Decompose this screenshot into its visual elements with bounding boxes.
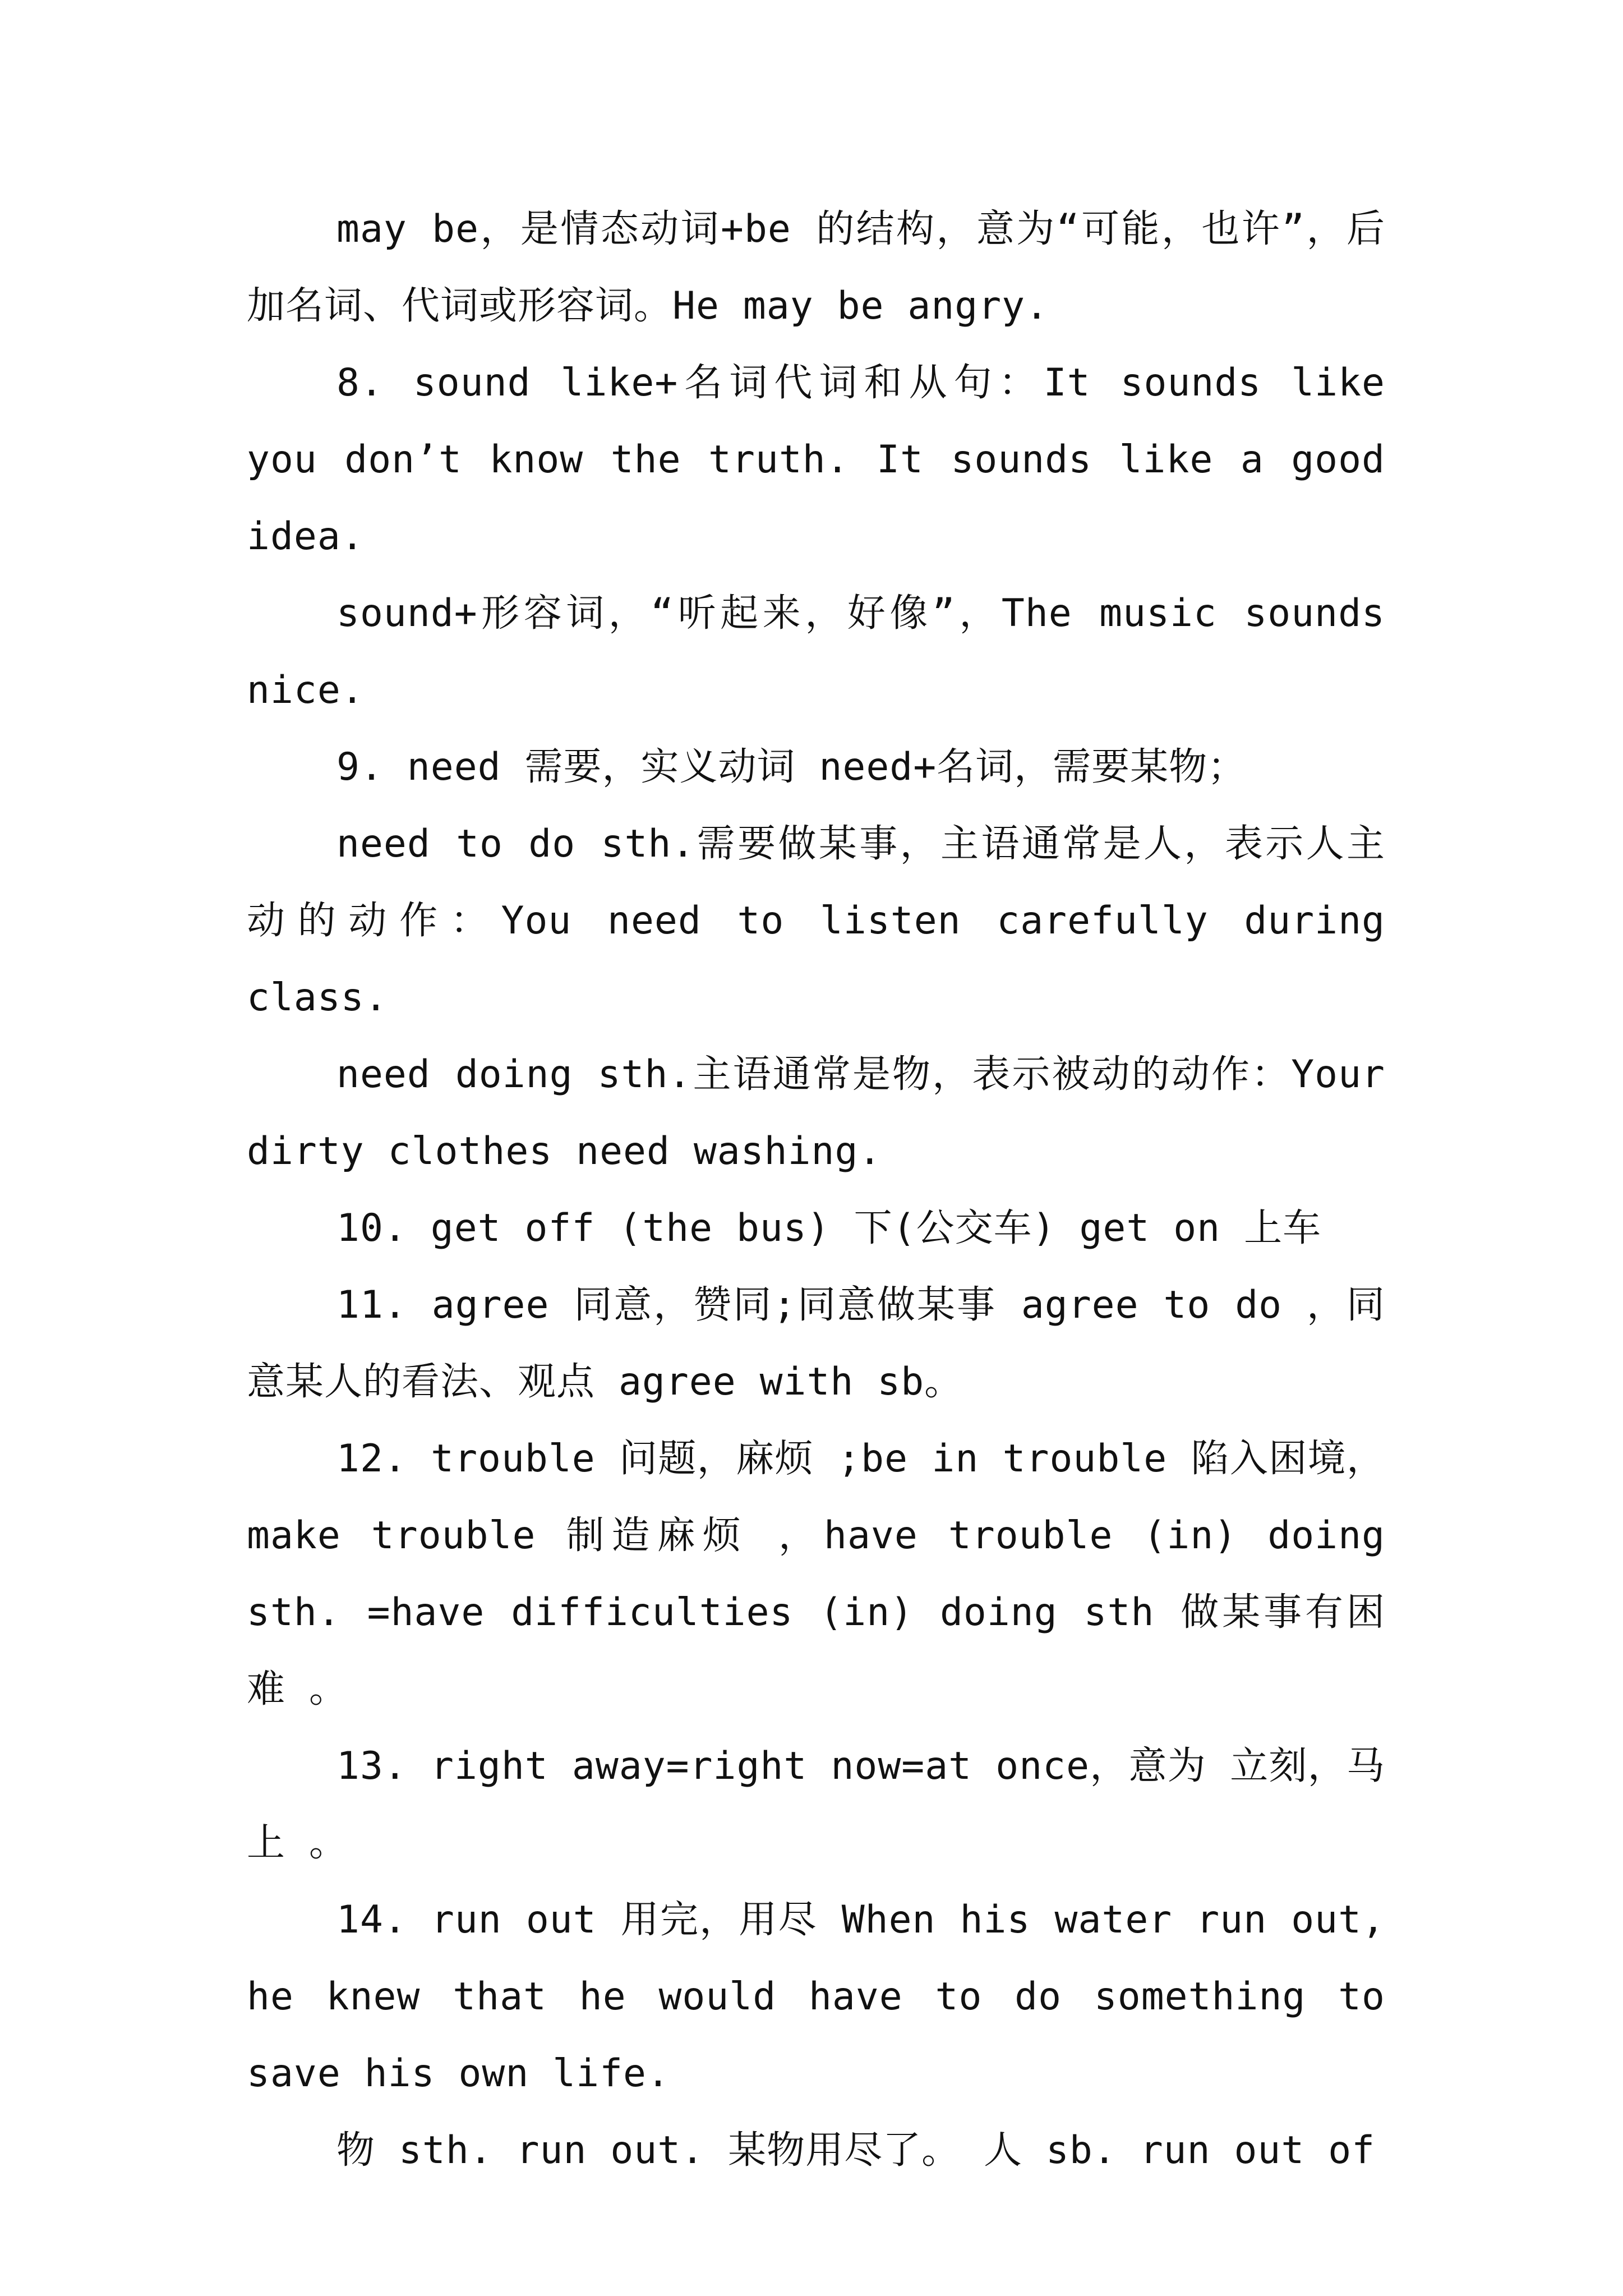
paragraph-item-8: 8. sound like+名词代词和从句：It sounds like you don’t know the truth. It sounds like a good idea. bbox=[247, 361, 1385, 559]
document-body bbox=[247, 191, 1385, 2189]
paragraph-run-out-usage: 物 sth. run out. 某物用尽了。 人 sb. run out of bbox=[336, 2128, 1376, 2173]
paragraph-item-13: 13. right away=right now=at once，意为 立刻，马上 。 bbox=[247, 1744, 1385, 1865]
paragraph-may-be: may be，是情态动词+be 的结构，意为“可能，也许”，后加名词、代词或形容词。He may be angry. bbox=[247, 207, 1385, 328]
paragraph-item-14: 14. run out 用完，用尽 When his water run out, he knew that he would have to do something to save his own life. bbox=[247, 1898, 1385, 2096]
paragraph-item-9: 9. need 需要，实义动词 need+名词，需要某物； bbox=[336, 745, 1247, 789]
paragraph-need-doing: need doing sth.主语通常是物，表示被动的动作：Your dirty clothes need washing. bbox=[247, 1052, 1385, 1174]
paragraph-need-to-do: need to do sth.需要做某事，主语通常是人，表示人主动的动作：You need to listen carefully during class. bbox=[247, 822, 1385, 1020]
paragraph-item-11: 11. agree 同意，赞同;同意做某事 agree to do ，同意某人的看法、观点 agree with sb。 bbox=[247, 1283, 1385, 1404]
paragraph-item-10: 10. get off (the bus) 下(公交车) get on 上车 bbox=[336, 1206, 1322, 1250]
paragraph-item-12: 12. trouble 问题，麻烦 ;be in trouble 陷入困境，make trouble 制造麻烦 ，have trouble (in) doing sth. =have difficulties (in) doing sth 做某事有困难 。 bbox=[247, 1437, 1385, 1711]
paragraph-sound-adjective: sound+形容词，“听起来，好像”，The music sounds nice. bbox=[247, 591, 1385, 712]
